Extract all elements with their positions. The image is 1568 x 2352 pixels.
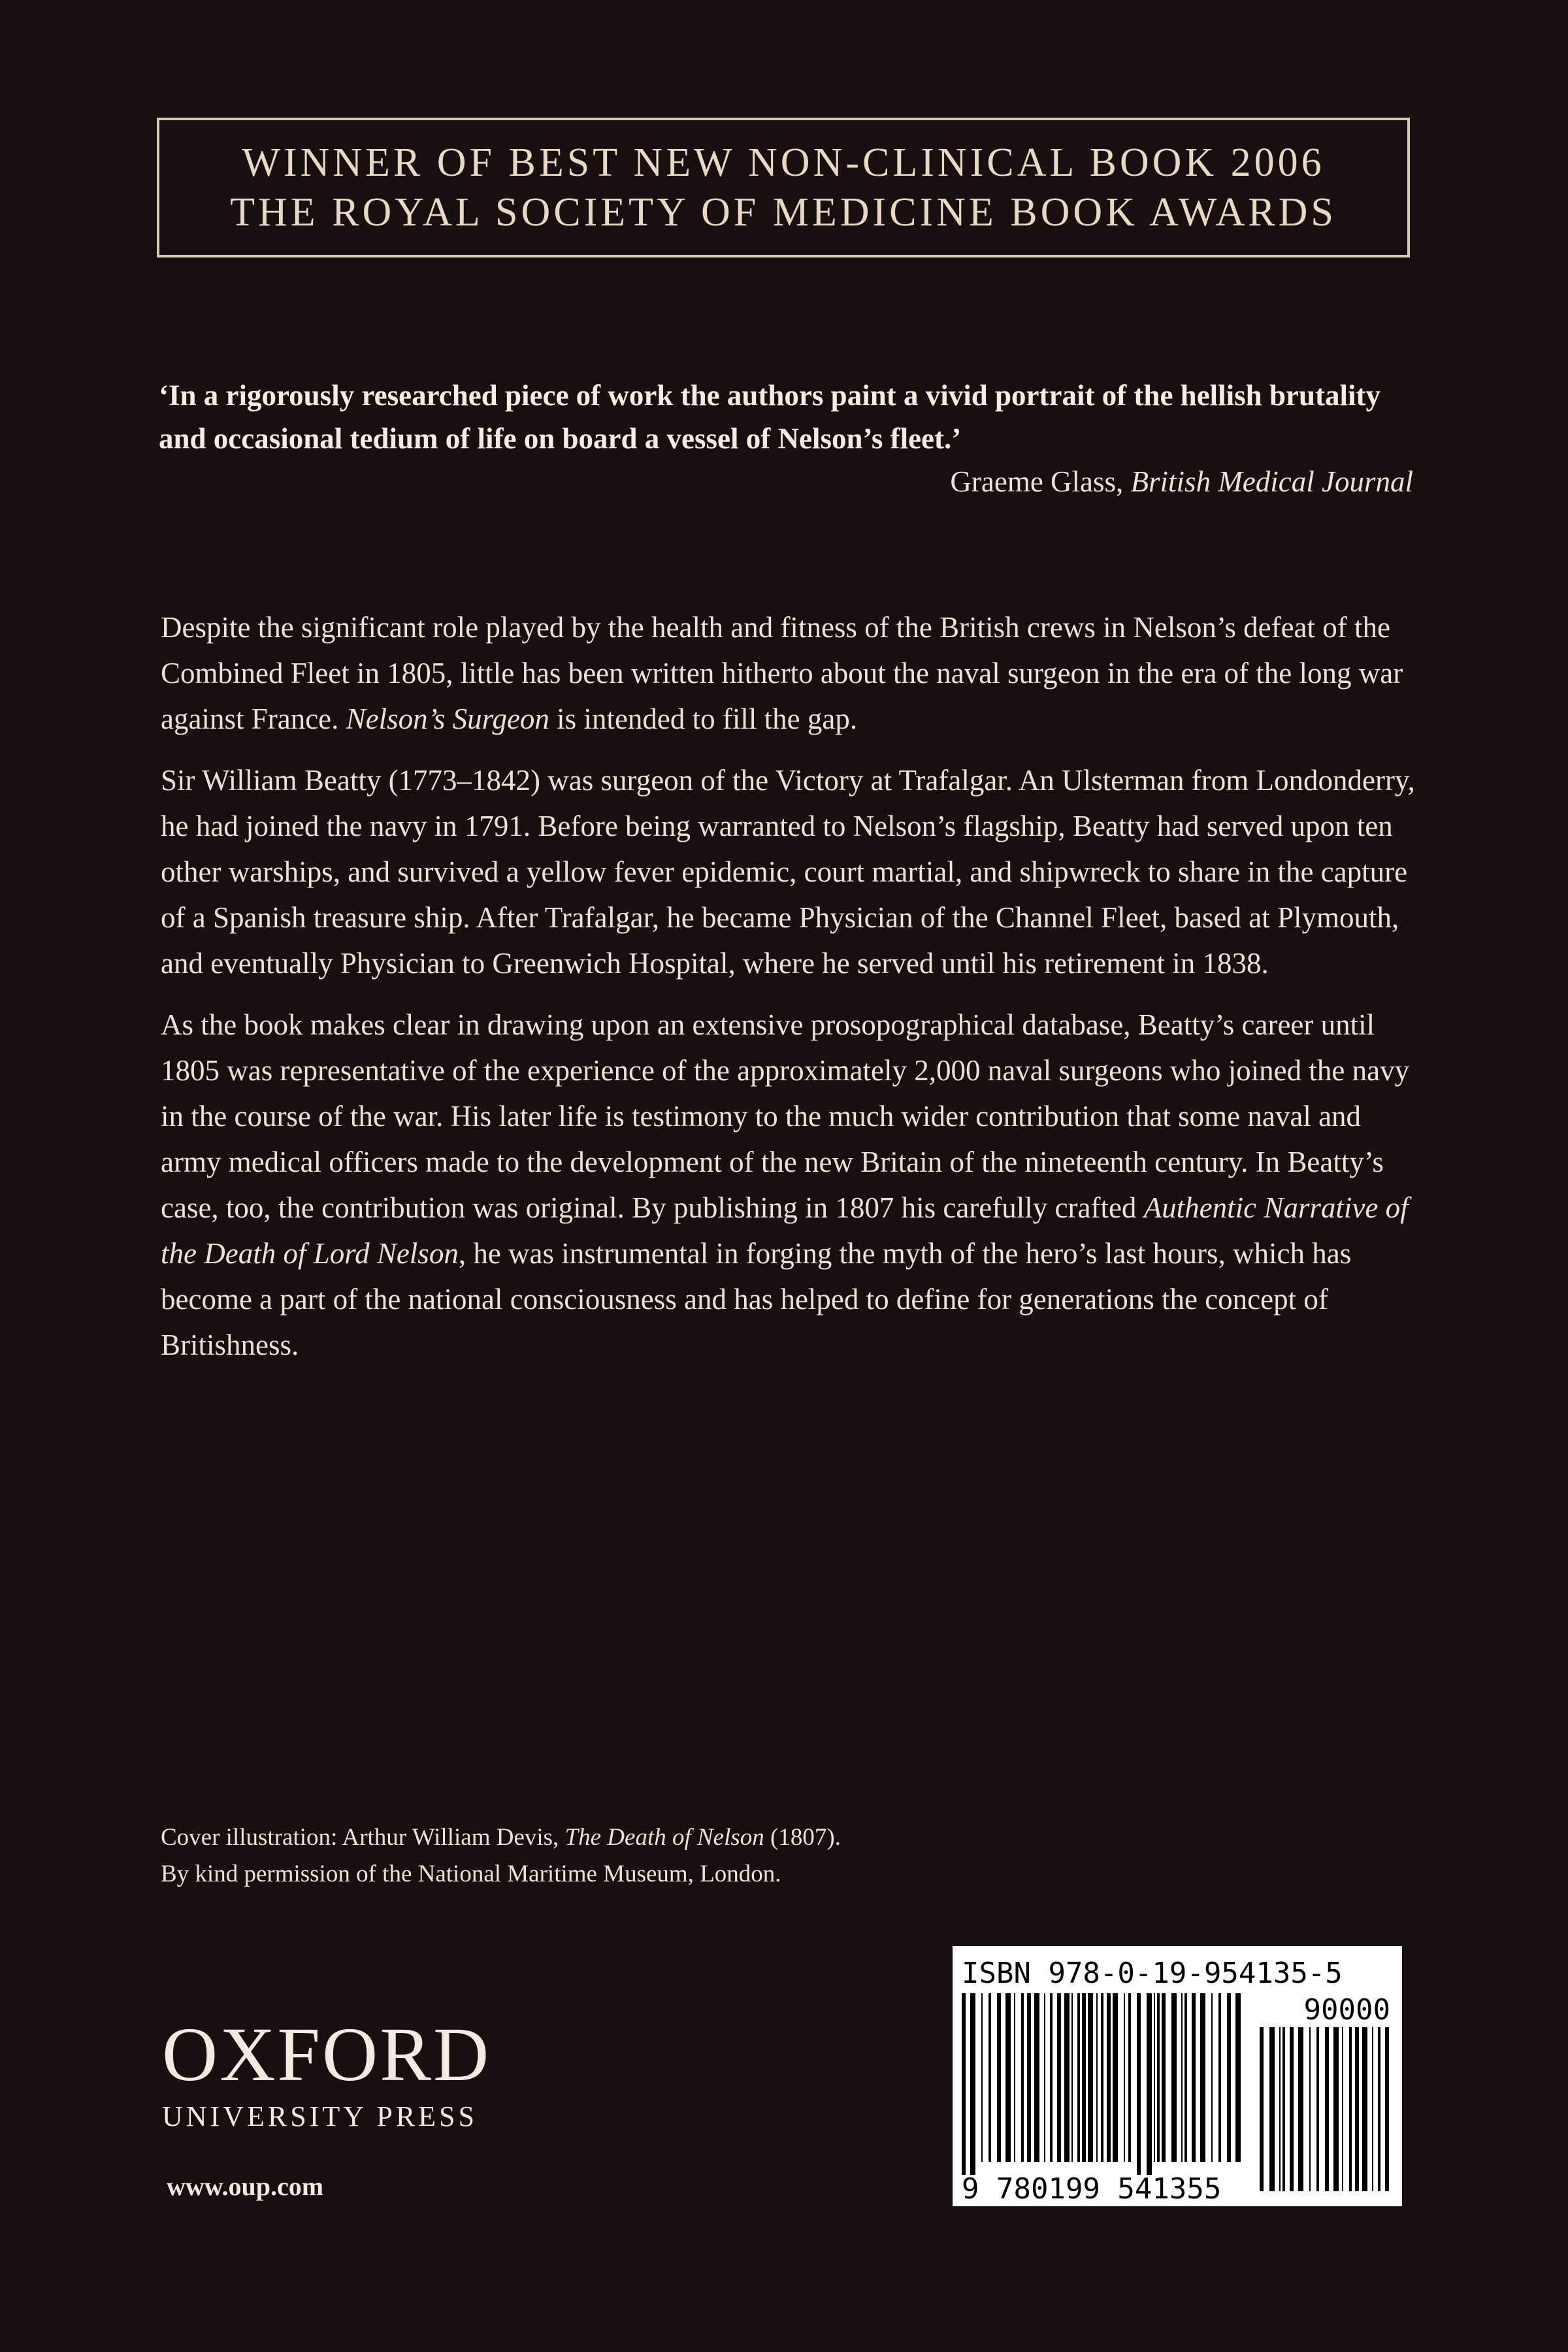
barcode-bar (981, 1993, 983, 2162)
barcode-bar (1184, 1993, 1187, 2162)
isbn-label: ISBN 978-0-19-954135-5 (962, 1957, 1343, 1990)
barcode-bar (1290, 2027, 1294, 2191)
barcode-bar (1192, 1993, 1196, 2162)
publisher-subtitle: UNIVERSITY PRESS (162, 2100, 478, 2132)
barcode-bar (997, 1993, 1001, 2162)
barcode-bar (1162, 1993, 1166, 2162)
barcode-bar (1096, 1993, 1098, 2162)
barcode-bar (1355, 2027, 1359, 2191)
barcode-bar (1349, 2027, 1352, 2191)
review-publication: British Medical Journal (1130, 465, 1413, 498)
barcode-bar (1181, 1993, 1183, 2162)
barcode-bar (1342, 2027, 1343, 2191)
award-line-1: WINNER OF BEST NEW NON-CLINICAL BOOK 2006 (242, 141, 1325, 185)
barcode-bar (1124, 1993, 1125, 2162)
barcode-bar (1044, 1993, 1045, 2162)
barcode-bar (1021, 1993, 1024, 2162)
barcode-bar (1101, 1993, 1103, 2162)
award-banner (157, 118, 1410, 257)
barcode-bar (1333, 2027, 1339, 2191)
barcode-bar (1372, 2027, 1373, 2191)
barcode-bar (1082, 1993, 1086, 2162)
blurb-p3-text-a: As the book makes clear in drawing upon an extensive prosopographical database, Beatty’s career until 1805 was representative of the experience of the approximately 2,000 naval surgeons who joined the navy in the course of the war. His later life is testimony to the much wider contribution that some naval and army medical officers made to the development of the new Britain of the nineteenth century. In Beatty’s case, too, the contribution was original. By publishing in 1807 his carefully crafted (161, 1008, 1410, 1224)
blurb-p1-text-b: is intended to fill the gap. (549, 703, 858, 735)
credit-line-1 (161, 1819, 1075, 1856)
barcode-bar (1385, 2027, 1389, 2191)
barcode-bar (1157, 1993, 1160, 2162)
barcode-bar (1027, 1993, 1031, 2162)
barcode-graphic (953, 1946, 1402, 2206)
book-description (161, 605, 1415, 1383)
blurb-paragraph-1 (161, 605, 1415, 742)
barcode-bar (1088, 1993, 1093, 2162)
credit-line-2: By kind permission of the National Maritime Museum, London. (161, 1861, 781, 1887)
blurb-p3-text-b: , he was instrumental in forging the myth of the hero’s last hours, which has become a part of the national consciousness and has helped to define for generations the concept of Britishness. (161, 1237, 1352, 1361)
barcode-bar (1147, 1993, 1152, 2175)
barcode-bar (1316, 2027, 1319, 2191)
barcode-bar (988, 1993, 991, 2162)
barcode-bar (1128, 1993, 1131, 2162)
cover-credit (161, 1819, 1075, 1893)
ean-digits: 9 780199 541355 (962, 2172, 1222, 2206)
barcode-bar (1071, 1993, 1073, 2162)
barcode-bar (1107, 1993, 1111, 2162)
award-line-2: THE ROYAL SOCIETY OF MEDICINE BOOK AWARDS (230, 190, 1337, 235)
barcode-bar (1077, 1993, 1080, 2162)
barcode-bar (1171, 1993, 1177, 2162)
barcode-bar (1113, 1993, 1118, 2162)
publisher-name: OXFORD (162, 2012, 491, 2097)
blurb-paragraph-3 (161, 1002, 1415, 1368)
publisher-logo (162, 2012, 491, 2135)
barcode-bar (1227, 1993, 1231, 2162)
review-quote: ‘In a rigorously researched piece of work the authors paint a vivid portrait of the hellish brutality and occasional tedium of life on board a vessel of Nelson’s fleet.’ (159, 379, 1380, 455)
barcode-bar (1362, 2027, 1367, 2191)
price-code: 90000 (1303, 1993, 1390, 2027)
credit-prefix: Cover illustration: Arthur William Devis, (161, 1824, 565, 1851)
barcode-bar (1269, 2027, 1275, 2191)
reviewer-name: Graeme Glass, (950, 465, 1124, 498)
isbn-barcode (953, 1946, 1402, 2206)
barcode-bar (1218, 1993, 1221, 2162)
barcode-addon-bars (1260, 2027, 1389, 2191)
barcode-bar (1298, 2027, 1303, 2191)
publisher-url: www.oup.com (167, 2172, 324, 2201)
barcode-bar (1050, 1993, 1053, 2162)
painting-title: The Death of Nelson (564, 1824, 764, 1851)
barcode-bar (970, 1993, 975, 2175)
review-block (159, 374, 1413, 503)
barcode-bar (1154, 1993, 1155, 2162)
barcode-bar (1235, 1993, 1241, 2162)
barcode-bar (1005, 1993, 1011, 2162)
blurb-p1-text-a: Despite the significant role played by the health and fitness of the British crews in Nelson’s defeat of the Combined Fleet in 1805, little has been written hitherto about the naval surgeon in the era of the long war against France. (161, 611, 1403, 735)
barcode-bar (1309, 2027, 1311, 2191)
narrative-title-italic: Authentic Narrative of the Death of Lord Nelson (161, 1191, 1409, 1270)
barcode-bar (1064, 1993, 1070, 2162)
barcode-main-bars (962, 1993, 1241, 2175)
barcode-bar (1014, 1993, 1015, 2162)
barcode-bar (1325, 2027, 1329, 2191)
barcode-bar (1034, 1993, 1039, 2162)
barcode-bar (1279, 2027, 1281, 2191)
barcode-bar (1057, 1993, 1061, 2162)
blurb-paragraph-2: Sir William Beatty (1773–1842) was surgeon of the Victory at Trafalgar. An Ulsterman from Londonderry, he had joined the navy in 1791. Before being warranted to Nelson’s flagship, Beatty had served upon ten other warships, and survived a yellow fever epidemic, court martial, and shipwreck to share in the capture of a Spanish treasure ship. After Trafalgar, he became Physician of the Channel Fleet, based at Plymouth, and eventually Physician to Greenwich Hospital, where he served until his retirement in 1838. (161, 764, 1415, 980)
barcode-bar (1137, 1993, 1141, 2175)
barcode-bar (1282, 2027, 1285, 2191)
review-attribution (159, 460, 1413, 503)
barcode-bar (1211, 1993, 1213, 2162)
barcode-bar (1200, 1993, 1205, 2162)
barcode-bar (1260, 2027, 1264, 2191)
barcode-bar (962, 1993, 966, 2175)
book-title-italic: Nelson’s Surgeon (346, 703, 549, 735)
barcode-bar (1378, 2027, 1380, 2191)
credit-year: (1807). (764, 1824, 841, 1851)
